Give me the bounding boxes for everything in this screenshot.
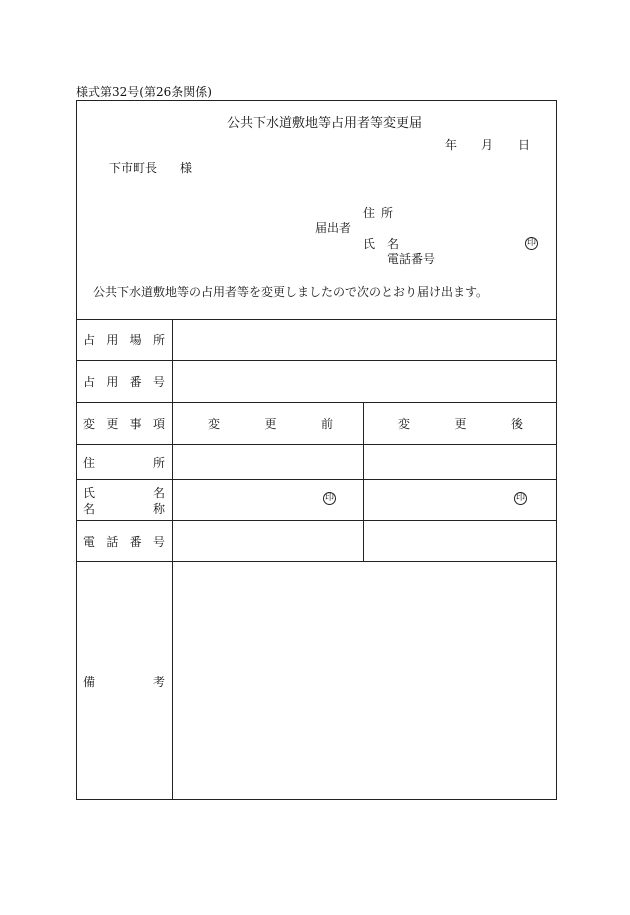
- row-label-name: 氏 名: [83, 486, 165, 500]
- divider: [77, 561, 556, 562]
- notification-form: [76, 100, 557, 800]
- addressee-name: 下市町長: [109, 161, 158, 175]
- row-label-location: 占 用 場 所: [83, 333, 165, 347]
- column-header-after: 変 更 後: [398, 417, 523, 431]
- column-header-before: 変 更 前: [208, 417, 333, 431]
- seal-icon: 印: [515, 493, 525, 503]
- divider: [77, 402, 556, 403]
- phone-label: 電話番号: [387, 252, 436, 266]
- row-label-number: 占 用 番 号: [83, 375, 165, 389]
- date-day-label: 日: [518, 138, 531, 152]
- row-label-change-items: 変 更 事 項: [83, 417, 165, 431]
- divider: [77, 444, 556, 445]
- row-label-title: 名 称: [83, 502, 165, 516]
- addressee-honorific: 様: [180, 161, 193, 175]
- row-label-phone: 電 話 番 号: [83, 535, 165, 549]
- seal-icon: 印: [526, 238, 536, 248]
- divider: [77, 360, 556, 361]
- date-month-label: 月: [481, 138, 494, 152]
- column-divider: [363, 402, 364, 561]
- name-label-1: 氏: [363, 237, 376, 251]
- divider: [77, 520, 556, 521]
- form-number-label: 様式第32号(第26条関係): [76, 85, 212, 99]
- statement-text: 公共下水道敷地等の占用者等を変更しましたので次のとおり届け出ます。: [93, 285, 489, 299]
- applicant-label: 届出者: [315, 221, 352, 235]
- address-label-1: 住: [363, 206, 376, 220]
- name-label-2: 名: [387, 237, 400, 251]
- divider: [77, 319, 556, 320]
- divider: [77, 479, 556, 480]
- seal-icon: 印: [324, 493, 334, 503]
- row-label-address: 住 所: [83, 456, 165, 470]
- address-label-2: 所: [381, 206, 394, 220]
- date-year-label: 年: [445, 138, 458, 152]
- row-label-remarks: 備 考: [83, 675, 165, 689]
- column-divider: [172, 319, 173, 799]
- form-title: 公共下水道敷地等占用者等変更届: [227, 116, 423, 131]
